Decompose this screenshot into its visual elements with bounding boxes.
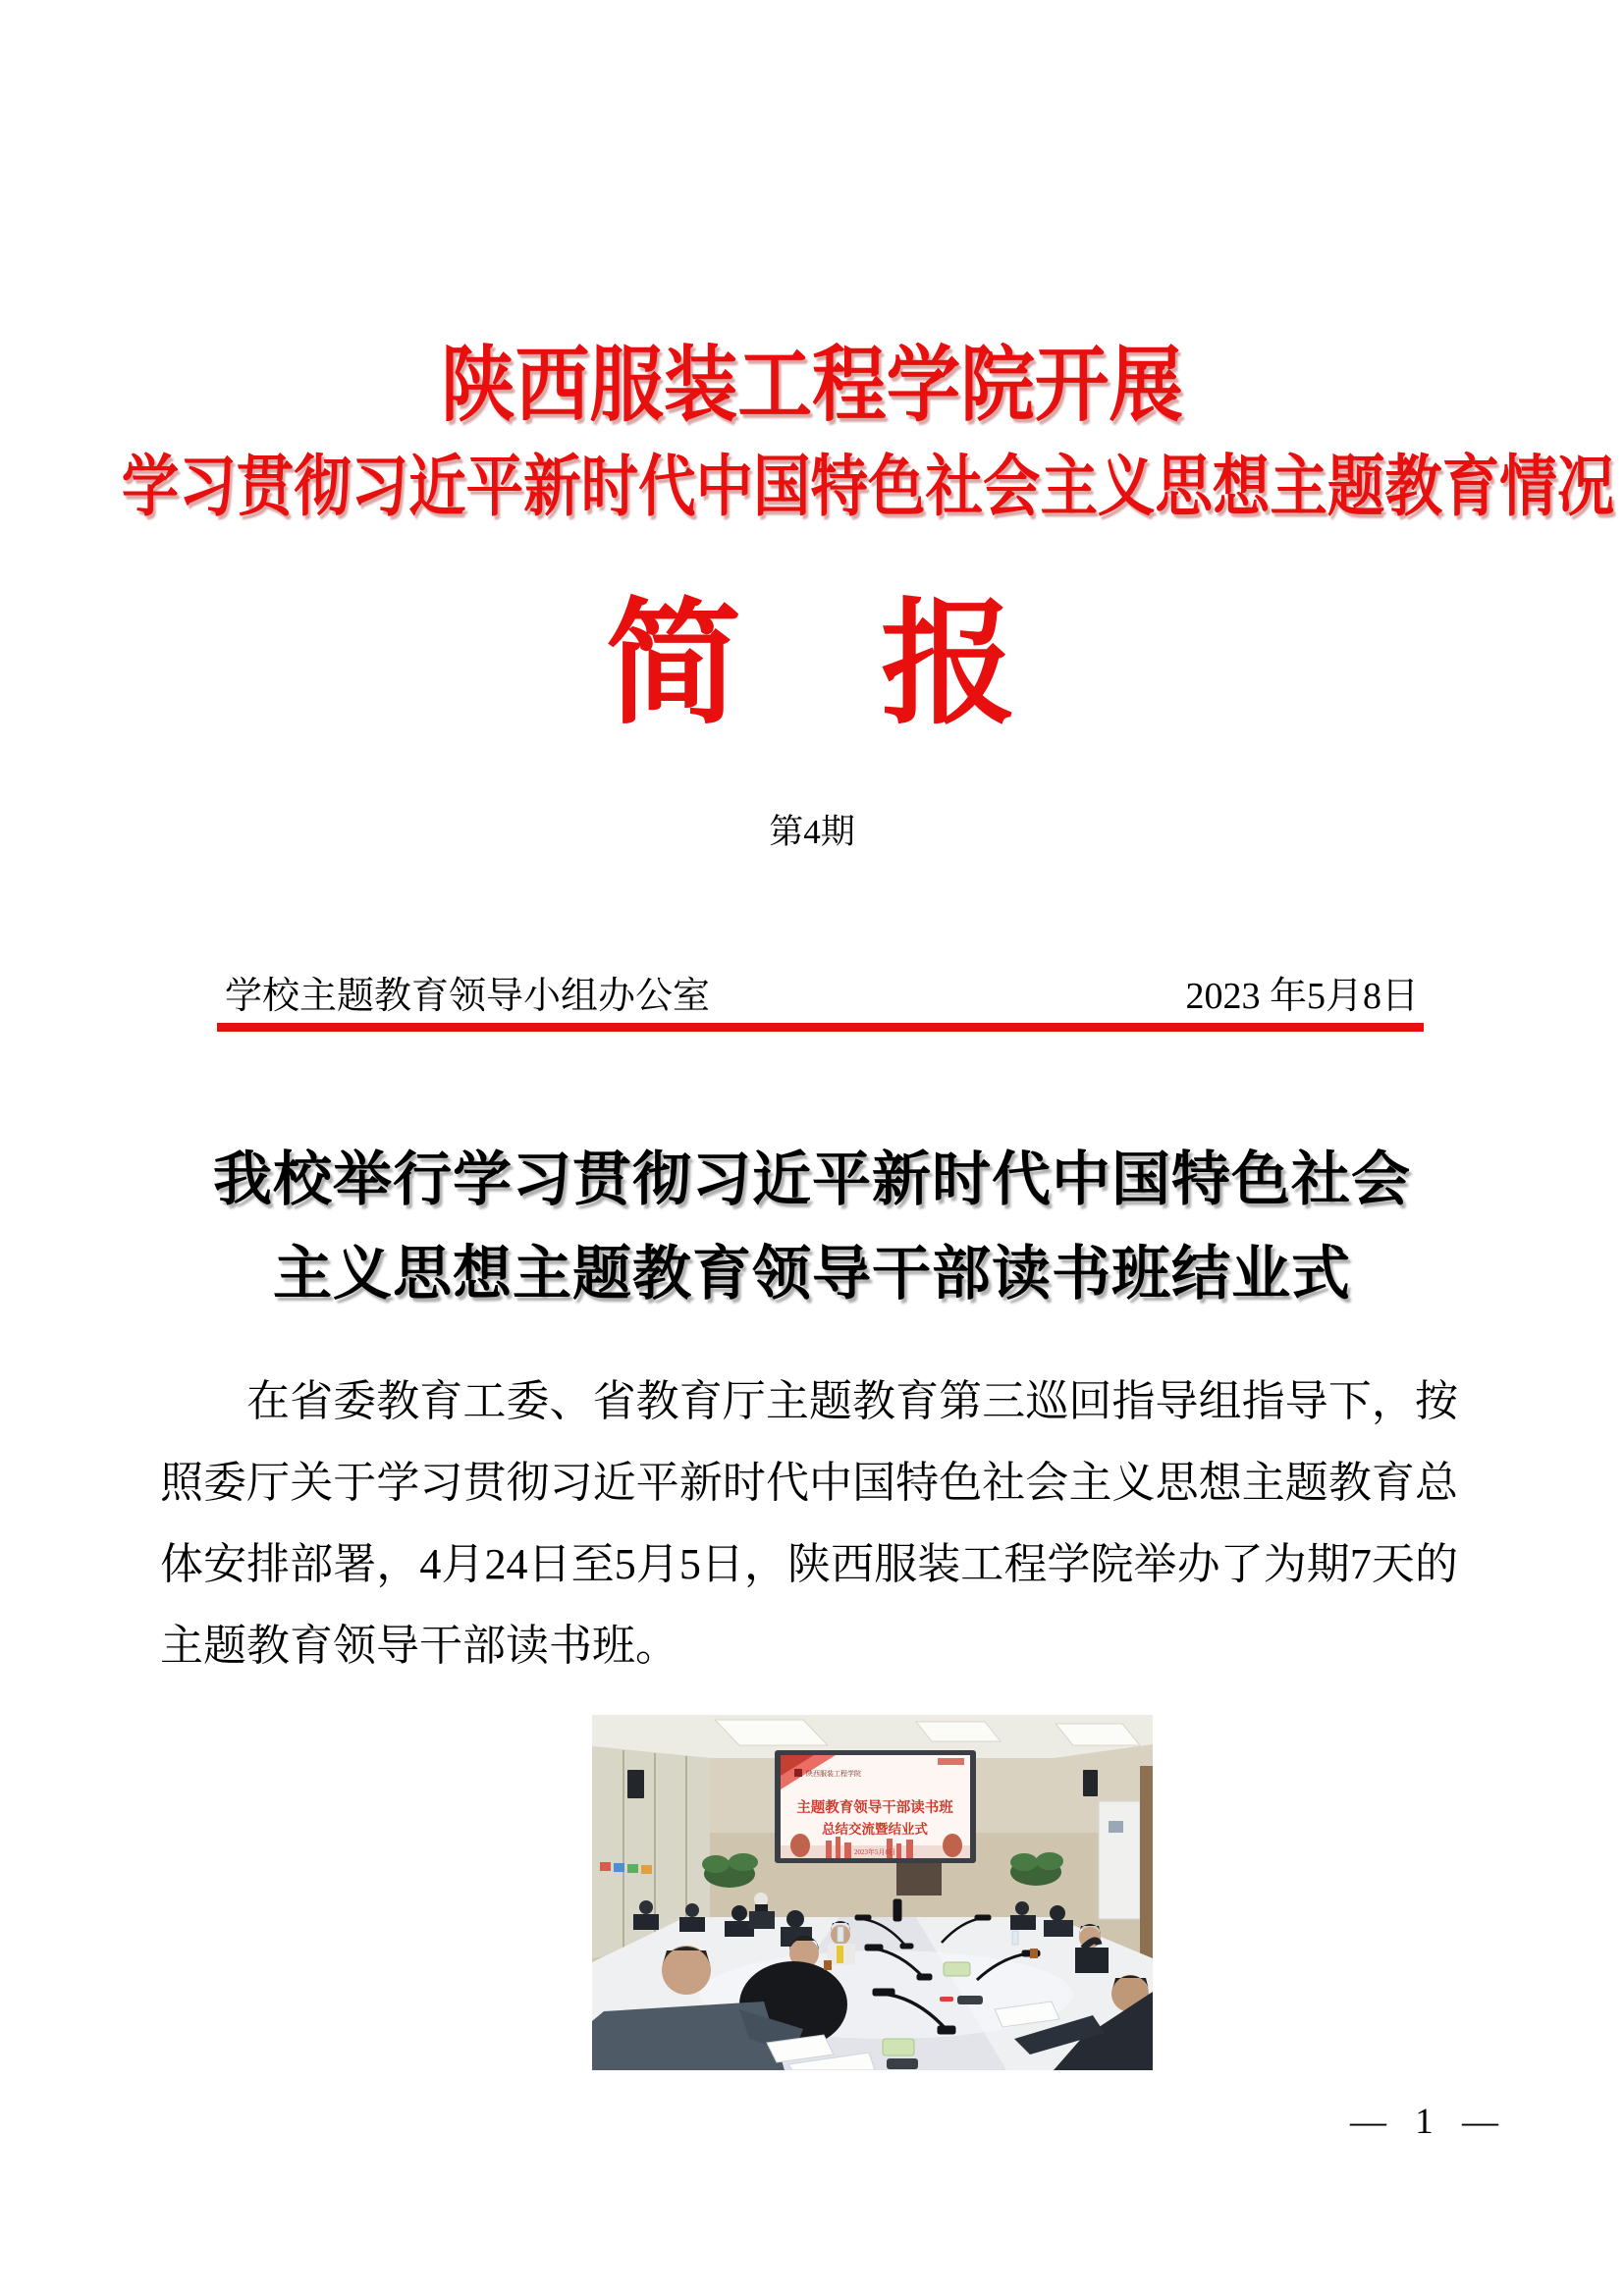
red-divider-rule bbox=[217, 1023, 1424, 1032]
photo-ac-window bbox=[1109, 1821, 1123, 1833]
meeting-photo-canvas bbox=[592, 1715, 1153, 2070]
article-heading bbox=[0, 1133, 1624, 1321]
masthead-title-line2 bbox=[0, 442, 1624, 532]
photo-screen-tag bbox=[938, 1758, 964, 1765]
photo-podium bbox=[896, 1863, 942, 1896]
photo-screen-logo-text: 陕西服装工程学院 bbox=[806, 1770, 861, 1778]
photo-ac-unit bbox=[1099, 1801, 1140, 1919]
issuing-office: 学校主题教育领导小组办公室 bbox=[225, 976, 711, 1017]
issue-date: 2023 年5月8日 bbox=[1185, 976, 1419, 1017]
photo-screen-date: 2023年5月8日 bbox=[854, 1848, 895, 1856]
photo-screen-title-line2: 总结交流暨结业式 bbox=[822, 1822, 928, 1837]
photo-cabinet bbox=[1140, 1766, 1153, 1967]
meeting-photo bbox=[592, 1715, 1153, 2070]
page-number: — 1 — bbox=[1350, 2102, 1508, 2142]
body-line: 体安排部署，4月24日至5月5日，陕西服装工程学院举办了为期7天的 bbox=[160, 1540, 1458, 1588]
bulletin-name: 简 报 bbox=[605, 590, 1018, 740]
body-line: 主题教育领导干部读书班。 bbox=[160, 1622, 678, 1670]
masthead-title-line2-text: 学习贯彻习近平新时代中国特色社会主义思想主题教育情况 bbox=[121, 450, 1615, 524]
masthead-title-line1 bbox=[0, 332, 1624, 442]
article-heading-line1: 我校举行学习贯彻习近平新时代中国特色社会 bbox=[213, 1148, 1411, 1212]
article-body bbox=[160, 1361, 1458, 1686]
body-line: 照委厅关于学习贯彻习近平新时代中国特色社会主义思想主题教育总 bbox=[160, 1459, 1458, 1507]
photo-screen-title-line1: 主题教育领导干部读书班 bbox=[796, 1800, 953, 1816]
photo-speaker-left bbox=[627, 1770, 644, 1798]
photo-speaker-right bbox=[1083, 1770, 1098, 1796]
body-line: 在省委教育工委、省教育厅主题教育第三巡回指导组指导下，按 bbox=[246, 1377, 1458, 1425]
meta-row bbox=[225, 972, 1419, 1021]
issue-number: 第4期 bbox=[769, 813, 855, 851]
photo-screen-logo-mark bbox=[794, 1769, 802, 1777]
masthead-title-line1-text: 陕西服装工程学院开展 bbox=[440, 341, 1183, 432]
article-heading-line2: 主义思想主题教育领导干部读书班结业式 bbox=[273, 1242, 1351, 1307]
